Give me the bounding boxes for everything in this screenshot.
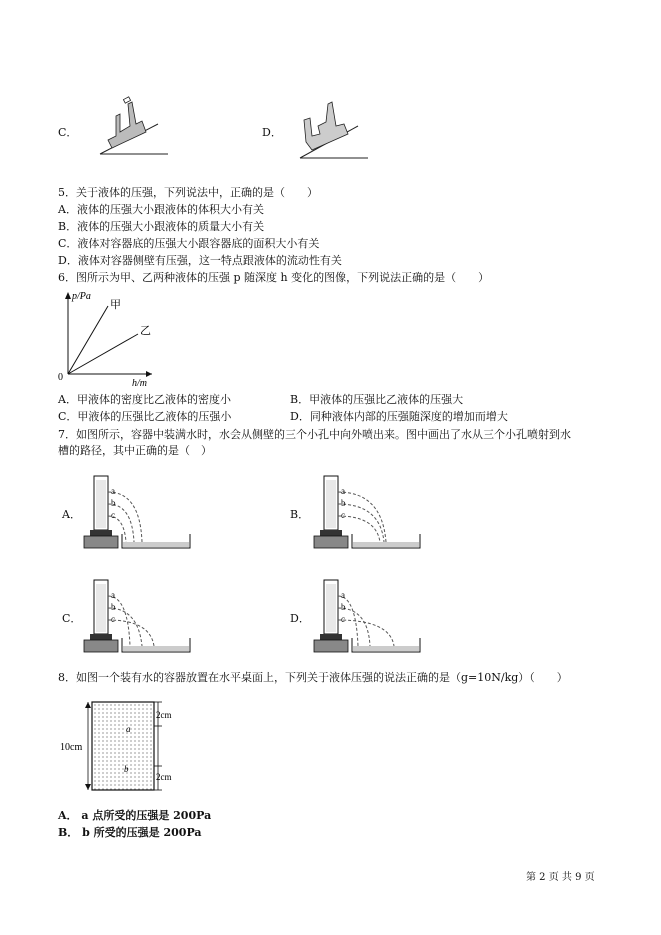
- q7-stem-line2: 槽的路径，其中正确的是（ ）: [58, 444, 212, 457]
- q7b-hole-b: b: [341, 498, 346, 508]
- q7a-hole-b: b: [111, 498, 116, 508]
- q6-option-c: C．甲液体的压强比乙液体的压强小: [58, 410, 232, 423]
- q5-stem: 5．关于液体的压强，下列说法中，正确的是（ ）: [58, 186, 318, 199]
- q5-option-a: A．液体的压强大小跟液体的体积大小有关: [58, 203, 264, 216]
- q7a-hole-a: a: [111, 486, 115, 496]
- q7d-hole-a: a: [341, 590, 345, 600]
- q7-label-b: B．: [290, 508, 310, 521]
- q7b-hole-c: c: [341, 510, 345, 520]
- q7-figure-c: [80, 574, 200, 654]
- q7-figure-d: [310, 574, 430, 654]
- q7-label-a: A．: [62, 508, 81, 521]
- q8-point-b: b: [124, 764, 129, 774]
- q5-option-d: D．液体对容器侧壁有压强，这一特点跟液体的流动性有关: [58, 254, 342, 267]
- q4-option-c-label: C．: [58, 126, 78, 139]
- q8-bottom-label: 2cm: [156, 772, 172, 782]
- q7-stem-line1: 7．如图所示，容器中装满水时，水会从侧壁的三个小孔中向外喷出来。图中画出了水从三个小孔喷射到水: [58, 428, 571, 441]
- page-footer: 第 2 页 共 9 页: [526, 872, 595, 883]
- q7c-hole-c: c: [111, 614, 115, 624]
- q7d-hole-c: c: [341, 614, 345, 624]
- q6-origin-label: 0: [58, 372, 63, 383]
- q7b-hole-a: a: [341, 486, 345, 496]
- q5-option-b: B．液体的压强大小跟液体的质量大小有关: [58, 220, 265, 233]
- q7c-hole-a: a: [111, 590, 115, 600]
- q8-option-b: B． b 所受的压强是 200Pa: [58, 826, 202, 839]
- q7c-hole-b: b: [111, 602, 116, 612]
- q4-option-d-label: D．: [262, 126, 282, 139]
- q6-option-d: D．同种液体内部的压强随深度的增加而增大: [290, 410, 508, 423]
- q8-option-a: A． a 点所受的压强是 200Pa: [58, 809, 212, 822]
- q8-stem: 8．如图一个装有水的容器放置在水平桌面上，下列关于液体压强的说法正确的是（g=10N/kg）（ ）: [58, 671, 568, 684]
- q7-figure-a: [80, 470, 200, 550]
- q7-figure-b: [310, 470, 430, 550]
- q6-y-axis-label: p/Pa: [72, 291, 91, 302]
- q7-label-c: C．: [62, 612, 82, 625]
- q7a-hole-c: c: [111, 510, 115, 520]
- q6-line-jia-label: 甲: [110, 298, 121, 311]
- q8-figure: [58, 696, 208, 800]
- q7d-hole-b: b: [341, 602, 346, 612]
- q8-top-label: 2cm: [156, 710, 172, 720]
- q6-line-yi-label: 乙: [140, 324, 151, 337]
- q4-figure-d: [296, 96, 372, 160]
- q6-graph: [56, 286, 156, 390]
- q6-stem: 6．图所示为甲、乙两种液体的压强 p 随深度 h 变化的图像，下列说法正确的是（ ）: [58, 271, 490, 284]
- q6-x-axis-label: h/m: [132, 378, 147, 389]
- q8-height-label: 10cm: [60, 742, 83, 753]
- q6-option-a: A．甲液体的密度比乙液体的密度小: [58, 393, 231, 406]
- q8-point-a: a: [126, 724, 131, 734]
- q7-label-d: D．: [290, 612, 310, 625]
- q6-option-b: B．甲液体的压强比乙液体的压强大: [290, 393, 464, 406]
- q5-option-c: C．液体对容器底的压强大小跟容器底的面积大小有关: [58, 237, 320, 250]
- q4-figure-c: [96, 96, 172, 160]
